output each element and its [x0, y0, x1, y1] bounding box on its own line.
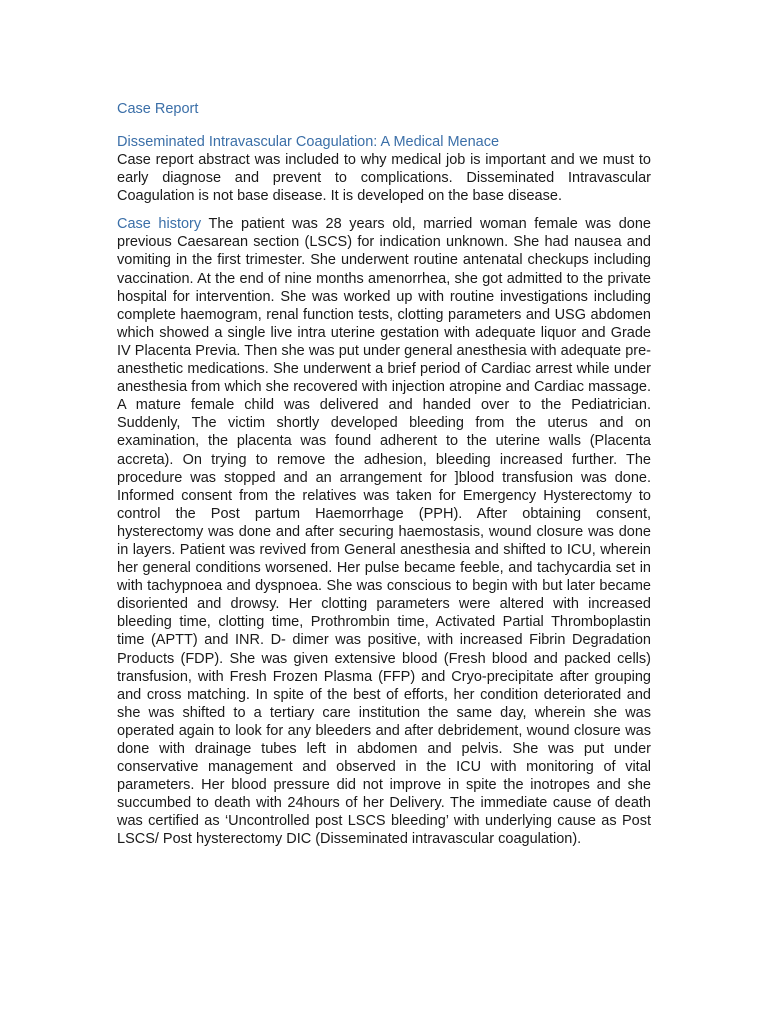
case-history-paragraph	[117, 215, 651, 848]
document-body	[117, 100, 651, 849]
case-history-text: The patient was 28 years old, married woman female was done previous Caesarean section (LSCS) for indication unknown. She had nausea and vomiting in the first trimester. She underwent routine antenatal checkups including vaccination. At the end of nine months amenorrhea, she got admitted to the private hospital for intervention. She was worked up with routine investigations including complete haemogram, renal function tests, clotting parameters and USG abdomen which showed a single live intra uterine gestation with adequate liquor and Grade IV Placenta Previa. Then she was put under general anesthesia with adequate pre-anesthetic medications. She underwent a brief period of Cardiac arrest while under anesthesia from which she recovered with injection atropine and Cardiac massage. A mature female child was delivered and handed over to the Pediatrician. Suddenly, The victim shortly developed bleeding from the uterus and on examination, the placenta was found adherent to the uterine walls (Placenta accreta). On trying to remove the adhesion, bleeding increased further. The procedure was stopped and an arrangement for ]blood transfusion was done. Informed consent from the relatives was taken for Emergency Hysterectomy to control the Post partum Haemorrhage (PPH). After obtaining consent, hysterectomy was done and after securing haemostasis, wound closure was done in layers. Patient was revived from General anesthesia and shifted to ICU, wherein her general conditions worsened. Her pulse became feeble, and tachycardia set in with tachypnoea and dyspnoea. She was conscious to begin with but later became disoriented and drowsy. Her clotting parameters were altered with increased bleeding time, clotting time, Prothrombin time, Activated Partial Thromboplastin time (APTT) and INR. D- dimer was positive, with increased Fibrin Degradation Products (FDP). She was given extensive blood (Fresh blood and packed cells) transfusion, with Fresh Frozen Plasma (FFP) and Cryo-precipitate after grouping and cross matching. In spite of the best of efforts, her condition deteriorated and she was shifted to a tertiary care institution the same day, wherein she was operated again to look for any bleeders and after debridement, wound closure was done with drainage tubes left in abdomen and pelvis. She was put under conservative management and observed in the ICU with monitoring of vital parameters. Her blood pressure did not improve in spite the inotropes and she succumbed to death with 24hours of her Delivery. The immediate cause of death was certified as ‘Uncontrolled post LSCS bleeding’ with underlying cause as Post LSCS/ Post hysterectomy DIC (Disseminated intravascular coagulation).	[117, 216, 651, 848]
article-title: Disseminated Intravascular Coagulation: A Medical Menace	[117, 134, 500, 150]
case-history-heading: Case history	[117, 216, 202, 233]
abstract-paragraph: Case report abstract was included to why medical job is important and we must to early diagnose and prevent to complications. Disseminated Intravascular Coagulation is not base disease. It is developed on the base disease.	[117, 152, 651, 205]
article-type-label: Case Report	[117, 101, 199, 117]
